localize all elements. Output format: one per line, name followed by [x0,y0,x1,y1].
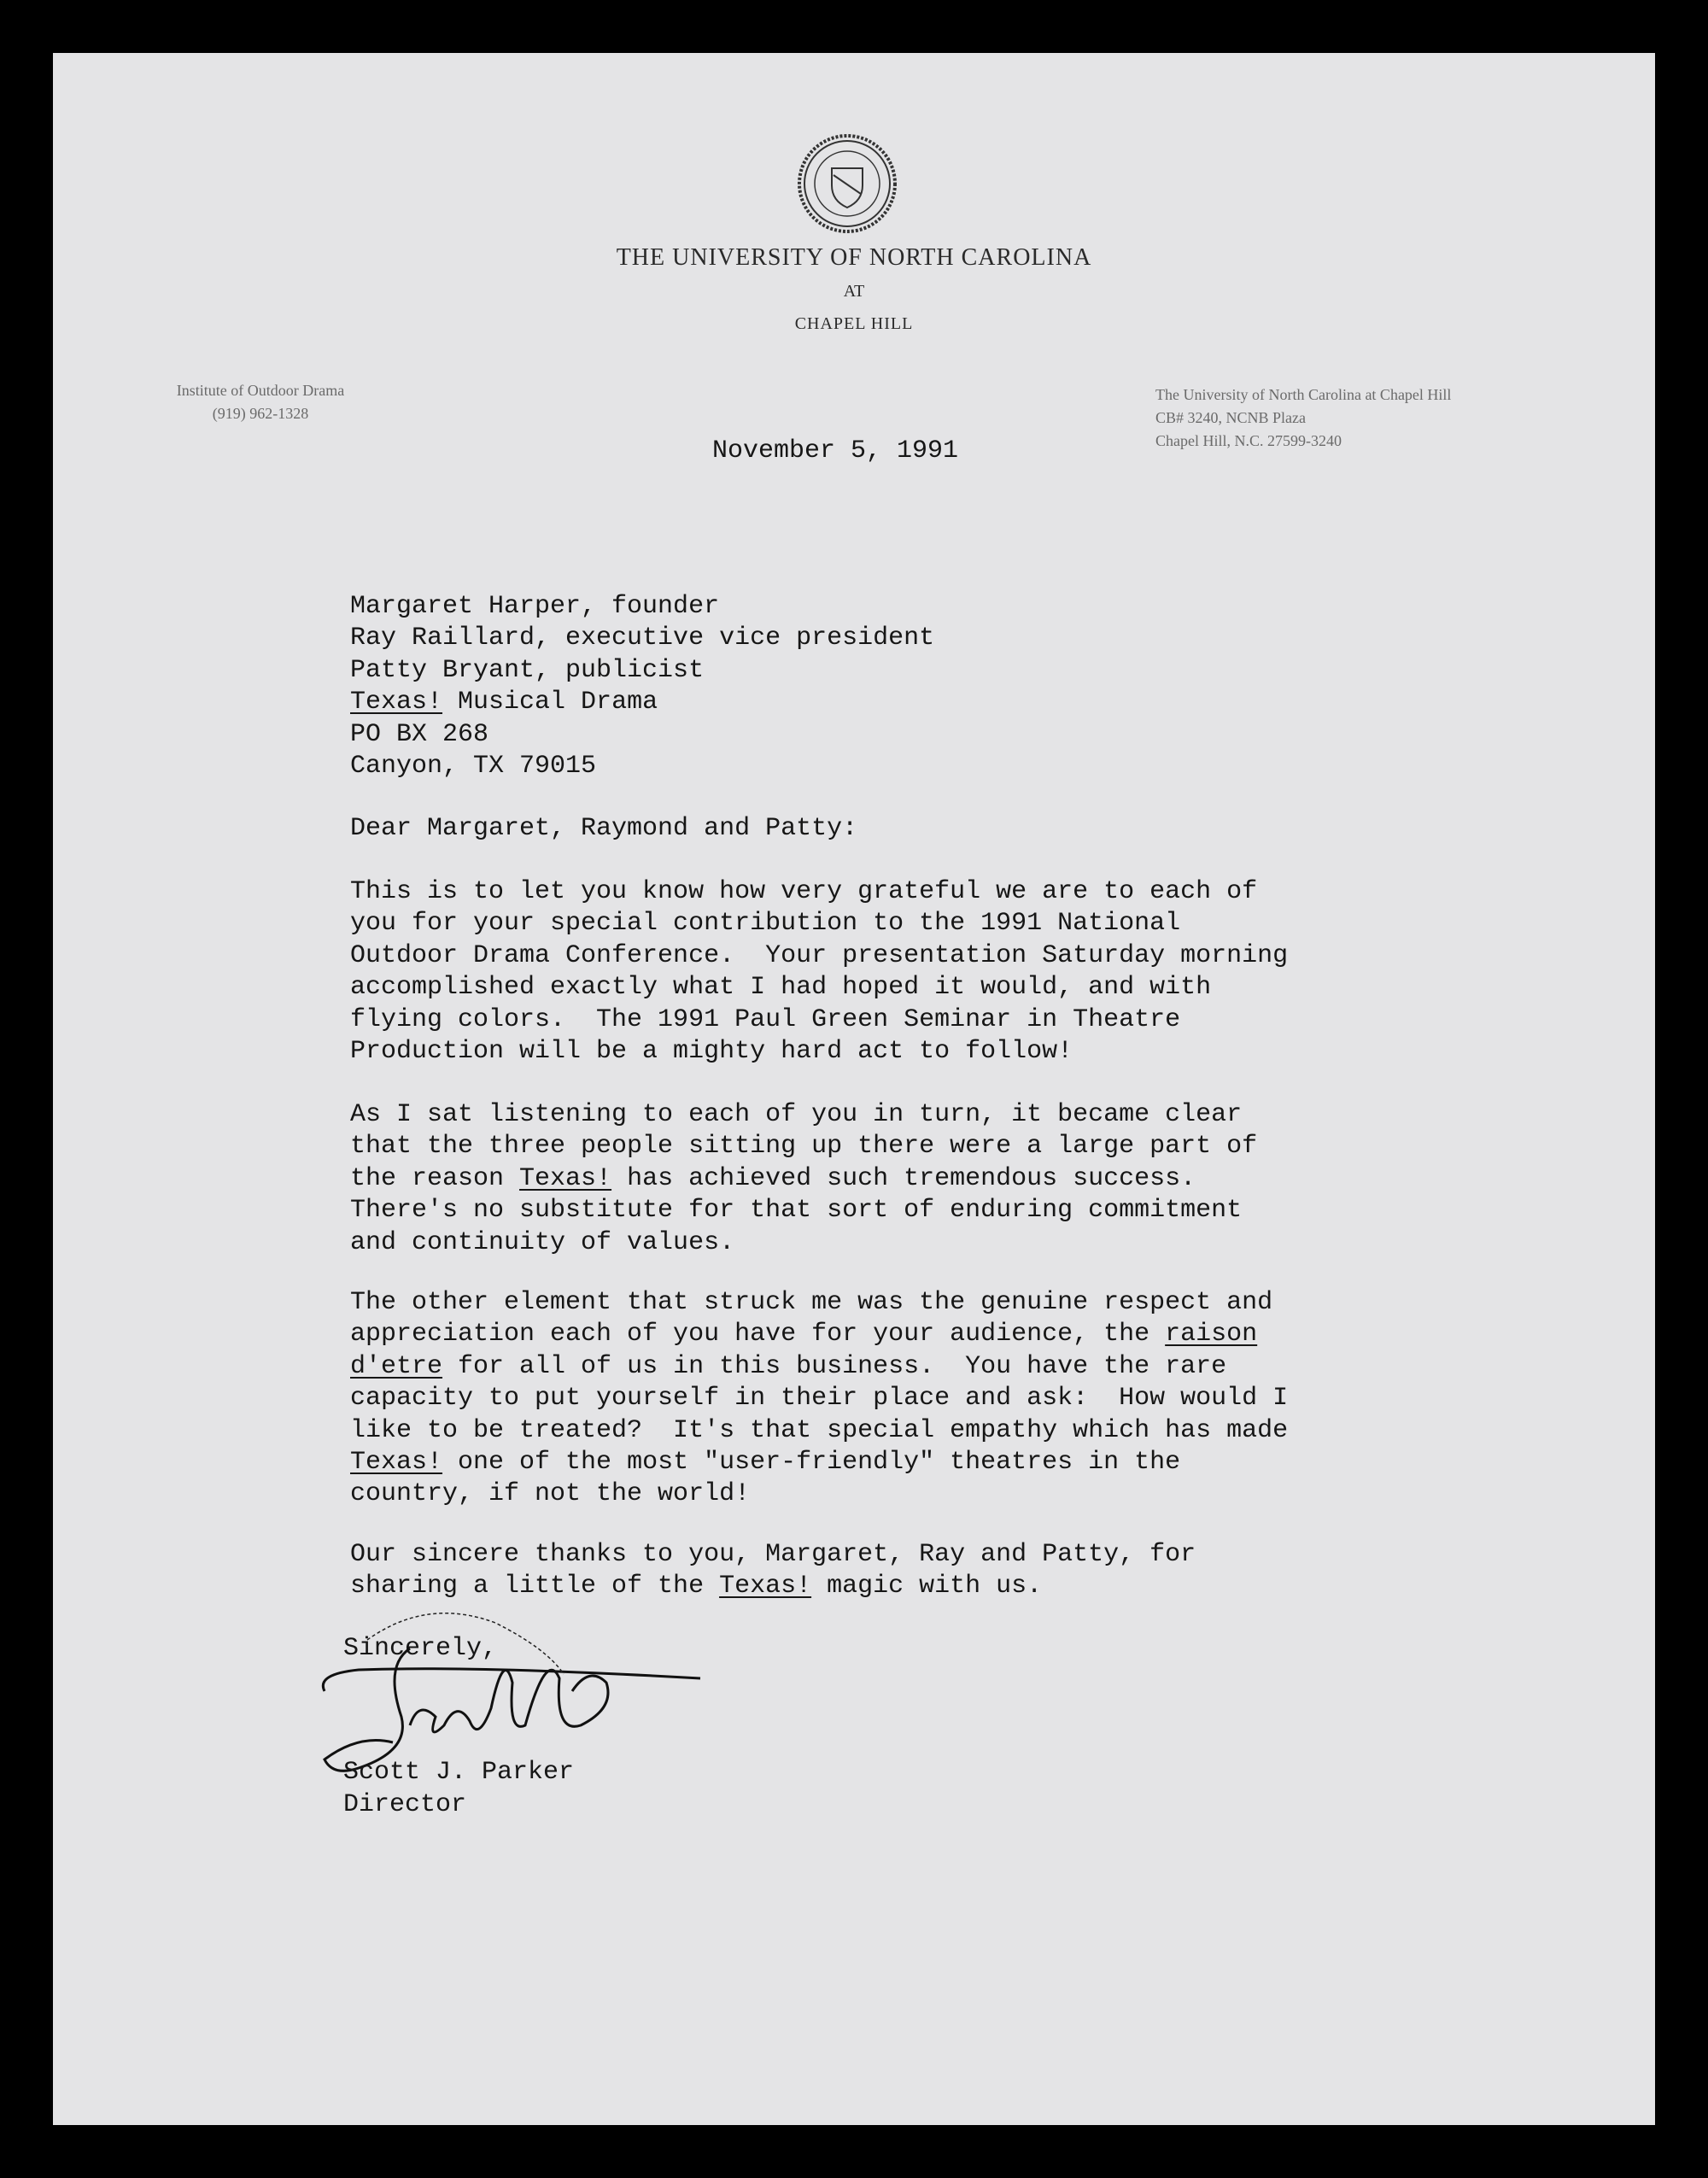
text-line [350,1163,1257,1195]
underlined-title: raison [1165,1320,1258,1350]
text-line [350,1036,1288,1068]
underlined-title: Texas! [519,1163,612,1193]
text-segment: capacity to put yourself in their place and ask: How would I [350,1384,1289,1414]
text-line [350,1099,1257,1131]
letterhead-right-block [1155,383,1451,453]
text-line [350,1131,1257,1162]
text-segment: There's no substitute for that sort of enduring commitment [350,1196,1243,1226]
institute-phone: (919) 962-1328 [212,405,309,422]
text-line [350,1287,1288,1319]
text-segment: sharing a little of the [350,1572,720,1601]
letterhead-left-block [145,379,376,425]
text-line [350,1383,1288,1414]
text-line [350,940,1288,972]
text-segment: has achieved such tremendous success. [611,1163,1196,1193]
text-segment: This is to let you know how very grateful we are to each of [350,877,1258,906]
text-segment: Musical Drama [442,688,658,717]
body-paragraph [350,1099,1257,1259]
text-segment: magic with us. [811,1572,1043,1601]
body-paragraph [350,1539,1196,1603]
text-segment: The other element that struck me was the genuine respect and [350,1288,1273,1317]
text-line [350,655,934,687]
text-line [350,876,1288,908]
underlined-title: Texas! [350,688,443,717]
text-segment: for all of us in this business. You have the rare [442,1351,1227,1381]
underlined-title: Texas! [719,1572,812,1601]
text-line [350,1195,1257,1227]
letterhead-place: CHAPEL HILL [794,314,914,333]
signer-title: Director [343,1790,467,1819]
text-segment: As I sat listening to each of you in turn, it became clear [350,1100,1243,1129]
text-line [350,1415,1288,1447]
text-line [350,1004,1288,1036]
university-seal-icon [796,132,898,235]
text-segment: flying colors. The 1991 Paul Green Seminar in Theatre [350,1004,1181,1034]
text-line [350,623,934,654]
text-segment: and continuity of values. [350,1227,735,1257]
letterhead-at: AT [843,282,865,301]
salutation: Dear Margaret, Raymond and Patty: [350,814,858,843]
text-segment: accomplished exactly what I had hoped it would, and with [350,973,1212,1003]
closing: Sincerely, [343,1634,498,1663]
underlined-title: d'etre [350,1351,443,1381]
body-paragraph [350,1287,1288,1511]
text-segment: the reason [350,1163,520,1193]
text-line [350,751,934,782]
institute-name: Institute of Outdoor Drama [176,382,345,399]
text-line [350,1227,1257,1259]
text-segment: country, if not the world! [350,1479,751,1509]
text-segment: Patty Bryant, publicist [350,655,705,685]
text-segment: Margaret Harper, founder [350,592,720,621]
text-segment: like to be treated? It's that special empathy which has made [350,1415,1289,1445]
underlined-title: Texas! [350,1448,443,1478]
letter-page [53,53,1655,2125]
letterhead-title: THE UNIVERSITY OF NORTH CAROLINA [616,244,1092,271]
text-segment: Outdoor Drama Conference. Your presentation Saturday morning [350,940,1289,970]
text-segment: Production will be a mighty hard act to follow! [350,1037,1073,1067]
text-segment: one of the most "user-friendly" theatres in the [442,1448,1181,1478]
text-segment: PO BX 268 [350,719,489,749]
letter-date: November 5, 1991 [712,436,959,465]
signer-name: Scott J. Parker [343,1758,575,1787]
text-line [350,1447,1288,1478]
university-address-line: Chapel Hill, N.C. 27599-3240 [1155,432,1342,449]
text-segment: that the three people sitting up there were a large part of [350,1132,1258,1162]
text-line [350,972,1288,1004]
text-segment: Ray Raillard, executive vice president [350,624,935,653]
text-line [350,687,934,718]
text-line [350,908,1288,940]
text-line [350,1478,1288,1510]
university-address-line: CB# 3240, NCNB Plaza [1155,409,1307,426]
text-line [350,1319,1288,1350]
text-line [350,1539,1196,1571]
body-paragraph [350,876,1288,1068]
text-segment: Canyon, TX 79015 [350,752,597,782]
text-line [350,719,934,751]
text-line [350,591,934,623]
university-address-line: The University of North Carolina at Chapel Hill [1155,386,1452,403]
text-segment: Our sincere thanks to you, Margaret, Ray and Patty, for [350,1540,1196,1569]
recipient-address [350,591,934,782]
text-segment: you for your special contribution to the 1991 National [350,909,1181,939]
text-line [350,1351,1288,1383]
text-segment: appreciation each of you have for your audience, the [350,1320,1166,1350]
